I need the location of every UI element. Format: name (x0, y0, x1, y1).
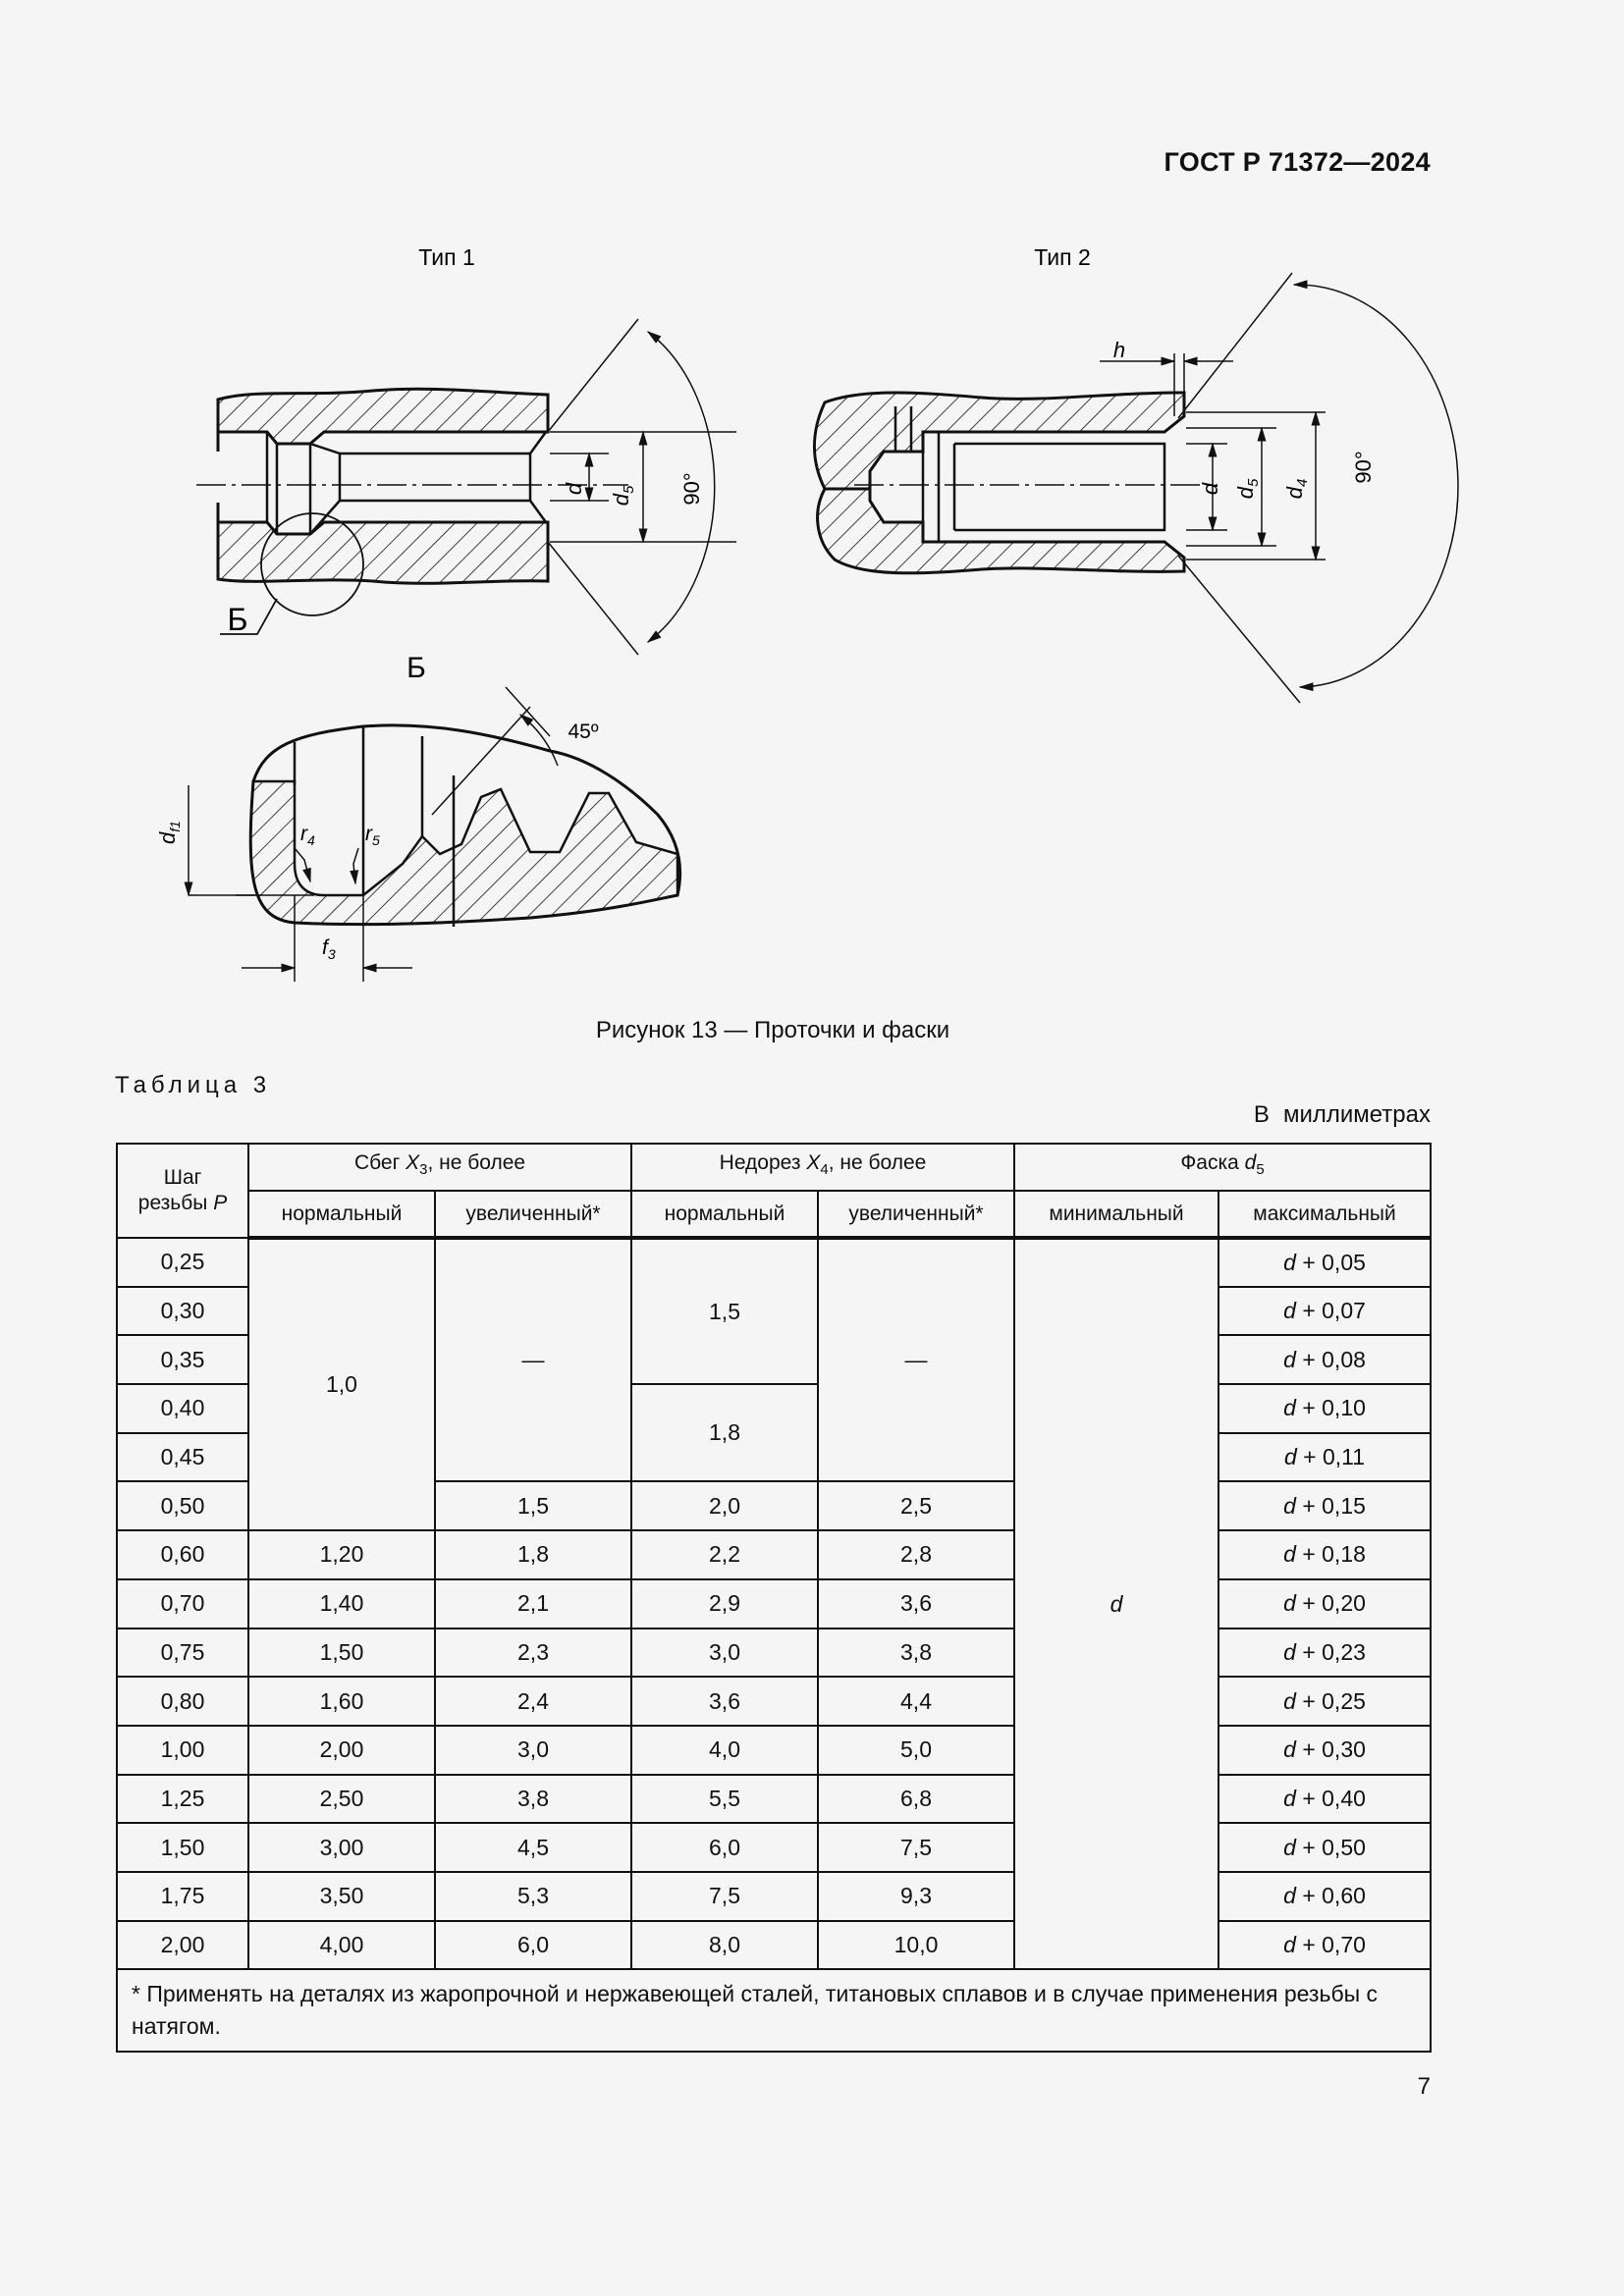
detail-b-dim-r4-sub: 4 (307, 832, 315, 848)
chamfer-max-value: + 0,11 (1303, 1444, 1366, 1470)
cell-undercut-normal: 8,0 (631, 1921, 818, 1970)
chamfer-max-symbol: d (1283, 1590, 1296, 1617)
chamfer-max-value: + 0,60 (1302, 1883, 1366, 1909)
table-row (117, 1921, 1431, 1970)
chamfer-max-symbol: d (1283, 1687, 1296, 1714)
table-row (117, 1238, 1431, 1287)
cell-runout-increased: 5,3 (435, 1872, 631, 1921)
svg-text:d5 (1233, 478, 1262, 499)
type2-angle-90: 90° (1351, 451, 1376, 484)
cell-runout-normal: 4,00 (248, 1921, 435, 1970)
chamfer-max-symbol: d (1283, 1883, 1296, 1909)
cell-runout-increased: 6,0 (435, 1921, 631, 1970)
table-row (117, 1775, 1431, 1824)
table-units (1254, 1101, 1431, 1129)
svg-text:d4 (1282, 479, 1311, 500)
type2-dim-d4-sub: 4 (1294, 478, 1311, 488)
detail-b-dim-f3-sub: 3 (327, 946, 336, 962)
page-number: 7 (1417, 2073, 1431, 2100)
cell-chamfer-max (1218, 1579, 1431, 1629)
figure-13-drawing (0, 0, 1624, 1011)
header-chamfer-min: минимальный (1014, 1191, 1218, 1238)
cell-chamfer-max (1218, 1677, 1431, 1726)
cell-undercut-normal: 5,5 (631, 1775, 818, 1824)
cell-runout-normal: 3,00 (248, 1823, 435, 1872)
cell-pitch: 1,25 (117, 1775, 248, 1824)
chamfer-max-symbol: d (1283, 1931, 1296, 1957)
cell-runout-normal: 1,20 (248, 1530, 435, 1579)
cell-pitch: 0,60 (117, 1530, 248, 1579)
chamfer-max-symbol: d (1283, 1638, 1296, 1665)
cell-pitch: 0,30 (117, 1287, 248, 1336)
cell-runout-normal: 1,50 (248, 1629, 435, 1678)
chamfer-max-value: + 0,07 (1302, 1298, 1366, 1324)
chamfer-max-value: + 0,40 (1302, 1785, 1366, 1811)
cell-runout-increased: 1,5 (435, 1481, 631, 1530)
chamfer-max-value: + 0,10 (1302, 1395, 1366, 1421)
cell-chamfer-max (1218, 1726, 1431, 1775)
type2-part (815, 273, 1458, 703)
type1-angle-90: 90° (679, 472, 704, 506)
cell-chamfer-max (1218, 1433, 1431, 1482)
cell-runout-normal: 2,50 (248, 1775, 435, 1824)
cell-pitch: 2,00 (117, 1921, 248, 1970)
cell-undercut-normal: 2,0 (631, 1481, 818, 1530)
detail-b-drawing (189, 687, 680, 982)
cell-runout-normal: 1,60 (248, 1677, 435, 1726)
cell-undercut-normal: 3,6 (631, 1677, 818, 1726)
chamfer-max-value: + 0,05 (1302, 1249, 1366, 1275)
cell-pitch: 0,80 (117, 1677, 248, 1726)
cell-runout-increased: 2,1 (435, 1579, 631, 1629)
type1-dim-d5-sub: 5 (621, 485, 637, 495)
chamfer-max-symbol: d (1283, 1785, 1296, 1811)
type2-label: Тип 2 (1034, 244, 1091, 270)
table-row (117, 1530, 1431, 1579)
cell-undercut-increased: 2,8 (818, 1530, 1014, 1579)
cell-undercut-normal: 4,0 (631, 1726, 818, 1775)
cell-undercut-increased: 2,5 (818, 1481, 1014, 1530)
cell-runout-normal-merged: 1,0 (248, 1238, 435, 1530)
chamfer-max-value: + 0,50 (1302, 1834, 1366, 1860)
chamfer-max-symbol: d (1283, 1541, 1296, 1568)
cell-runout-increased: 2,3 (435, 1629, 631, 1678)
table-footnote: * Применять на деталях из жаропрочной и нержавеющей сталей, титановых сплавов и в случае применения резьбы с натягом. (117, 1969, 1431, 2052)
cell-pitch: 0,25 (117, 1238, 248, 1287)
table-row (117, 1677, 1431, 1726)
cell-chamfer-max (1218, 1629, 1431, 1678)
cell-runout-normal: 3,50 (248, 1872, 435, 1921)
cell-pitch: 0,40 (117, 1384, 248, 1433)
type2-dim-d: d (1198, 482, 1222, 496)
detail-b-dim-f3: f (322, 936, 328, 959)
chamfer-max-value: + 0,70 (1302, 1931, 1366, 1957)
cell-runout-increased-merged: — (435, 1238, 631, 1481)
detail-b-dim-r4: r (300, 823, 307, 845)
table-row (117, 1579, 1431, 1629)
type1-dim-d5: d (609, 494, 633, 507)
cell-chamfer-max (1218, 1530, 1431, 1579)
detail-b-dim-r5: r (365, 823, 372, 845)
chamfer-max-symbol: d (1283, 1249, 1296, 1275)
chamfer-max-symbol: d (1283, 1736, 1296, 1763)
cell-undercut-increased: 5,0 (818, 1726, 1014, 1775)
cell-pitch: 0,35 (117, 1335, 248, 1384)
chamfer-max-value: + 0,18 (1302, 1541, 1366, 1568)
type2-dim-d5: d (1233, 487, 1258, 500)
cell-undercut-normal: 2,2 (631, 1530, 818, 1579)
detail-b-dim-r5-sub: 5 (372, 832, 380, 848)
cell-runout-increased: 2,4 (435, 1677, 631, 1726)
cell-undercut-normal: 3,0 (631, 1629, 818, 1678)
cell-runout-normal: 2,00 (248, 1726, 435, 1775)
cell-chamfer-max (1218, 1872, 1431, 1921)
cell-undercut-increased: 4,4 (818, 1677, 1014, 1726)
detail-b-dim-df1: d (155, 831, 180, 844)
cell-chamfer-max (1218, 1384, 1431, 1433)
chamfer-max-value: + 0,15 (1302, 1492, 1366, 1519)
header-runout-normal: нормальный (248, 1191, 435, 1238)
type1-part (196, 319, 736, 655)
table-row (117, 1823, 1431, 1872)
cell-chamfer-max (1218, 1481, 1431, 1530)
cell-pitch: 1,50 (117, 1823, 248, 1872)
cell-runout-increased: 3,0 (435, 1726, 631, 1775)
header-undercut: Недорез $X_4$, не более (631, 1144, 1014, 1191)
chamfer-max-symbol: d (1283, 1346, 1296, 1372)
cell-undercut-normal-merged-a: 1,5 (631, 1238, 818, 1384)
table-row (117, 1629, 1431, 1678)
cell-pitch: 1,00 (117, 1726, 248, 1775)
cell-chamfer-max (1218, 1823, 1431, 1872)
cell-pitch: 1,75 (117, 1872, 248, 1921)
type1-dim-d: d (562, 482, 586, 496)
document-code: ГОСТ Р 71372—2024 (1164, 147, 1431, 177)
cell-chamfer-max (1218, 1921, 1431, 1970)
cell-chamfer-max (1218, 1238, 1431, 1287)
cell-undercut-normal: 2,9 (631, 1579, 818, 1629)
detail-b-label: Б (406, 652, 426, 684)
header-undercut-increased: увеличенный* (818, 1191, 1014, 1238)
table-3 (116, 1143, 1432, 2053)
svg-text:d5 (609, 485, 637, 506)
table-label: Таблица 3 (115, 1072, 272, 1098)
header-chamfer: Фаска $d_5$ (1014, 1144, 1431, 1191)
cell-undercut-increased: 3,8 (818, 1629, 1014, 1678)
cell-undercut-increased: 10,0 (818, 1921, 1014, 1970)
svg-text:r5 (365, 823, 380, 848)
figure-caption: Рисунок 13 — Проточки и фаски (595, 1017, 950, 1043)
cell-runout-increased: 4,5 (435, 1823, 631, 1872)
table-row (117, 1872, 1431, 1921)
type2-dim-d4: d (1282, 487, 1307, 500)
detail-b-angle-45: 45º (568, 721, 599, 743)
detail-b-dim-df1-sub: f1 (167, 821, 183, 832)
table-footnote-row (117, 1969, 1431, 2052)
header-runout: Сбег $X_3$, не более (248, 1144, 631, 1191)
cell-undercut-normal-merged-b: 1,8 (631, 1384, 818, 1481)
cell-undercut-normal: 6,0 (631, 1823, 818, 1872)
chamfer-max-symbol: d (1283, 1492, 1296, 1519)
table-row (117, 1726, 1431, 1775)
svg-text:r4 (300, 823, 315, 848)
chamfer-max-value: + 0,08 (1302, 1346, 1366, 1372)
cell-chamfer-min-merged: d (1014, 1238, 1218, 1969)
chamfer-max-symbol: d (1283, 1395, 1296, 1421)
svg-text:df1 (155, 821, 183, 844)
header-runout-increased: увеличенный* (435, 1191, 631, 1238)
chamfer-max-symbol: d (1283, 1444, 1297, 1470)
type2-dim-d5-sub: 5 (1245, 478, 1262, 488)
header-chamfer-max: максимальный (1218, 1191, 1431, 1238)
cell-undercut-increased: 9,3 (818, 1872, 1014, 1921)
cell-runout-normal: 1,40 (248, 1579, 435, 1629)
header-pitch: Шаг резьбы P (117, 1144, 248, 1238)
cell-runout-increased: 3,8 (435, 1775, 631, 1824)
cell-undercut-increased: 3,6 (818, 1579, 1014, 1629)
chamfer-max-value: + 0,23 (1302, 1638, 1366, 1665)
cell-pitch: 0,45 (117, 1433, 248, 1482)
cell-pitch: 0,50 (117, 1481, 248, 1530)
chamfer-max-value: + 0,30 (1302, 1736, 1366, 1763)
chamfer-max-symbol: d (1283, 1298, 1296, 1324)
cell-pitch: 0,70 (117, 1579, 248, 1629)
cell-undercut-increased: 7,5 (818, 1823, 1014, 1872)
type2-dim-h: h (1112, 338, 1126, 362)
cell-undercut-normal: 7,5 (631, 1872, 818, 1921)
cell-pitch: 0,75 (117, 1629, 248, 1678)
type1-label: Тип 1 (418, 244, 475, 270)
table-3-body (117, 1238, 1431, 2052)
header-undercut-normal: нормальный (631, 1191, 818, 1238)
cell-chamfer-max (1218, 1335, 1431, 1384)
table-units-prefix: В (1253, 1101, 1270, 1128)
chamfer-max-symbol: d (1283, 1834, 1296, 1860)
table-units-word: миллиметрах (1282, 1101, 1431, 1128)
callout-b: Б (227, 602, 248, 637)
cell-undercut-increased: 6,8 (818, 1775, 1014, 1824)
cell-chamfer-max (1218, 1287, 1431, 1336)
chamfer-max-value: + 0,25 (1302, 1687, 1366, 1714)
svg-text:f3 (322, 936, 336, 962)
cell-runout-increased: 1,8 (435, 1530, 631, 1579)
chamfer-max-value: + 0,20 (1302, 1590, 1366, 1617)
cell-chamfer-max (1218, 1775, 1431, 1824)
cell-undercut-increased-merged: — (818, 1238, 1014, 1481)
